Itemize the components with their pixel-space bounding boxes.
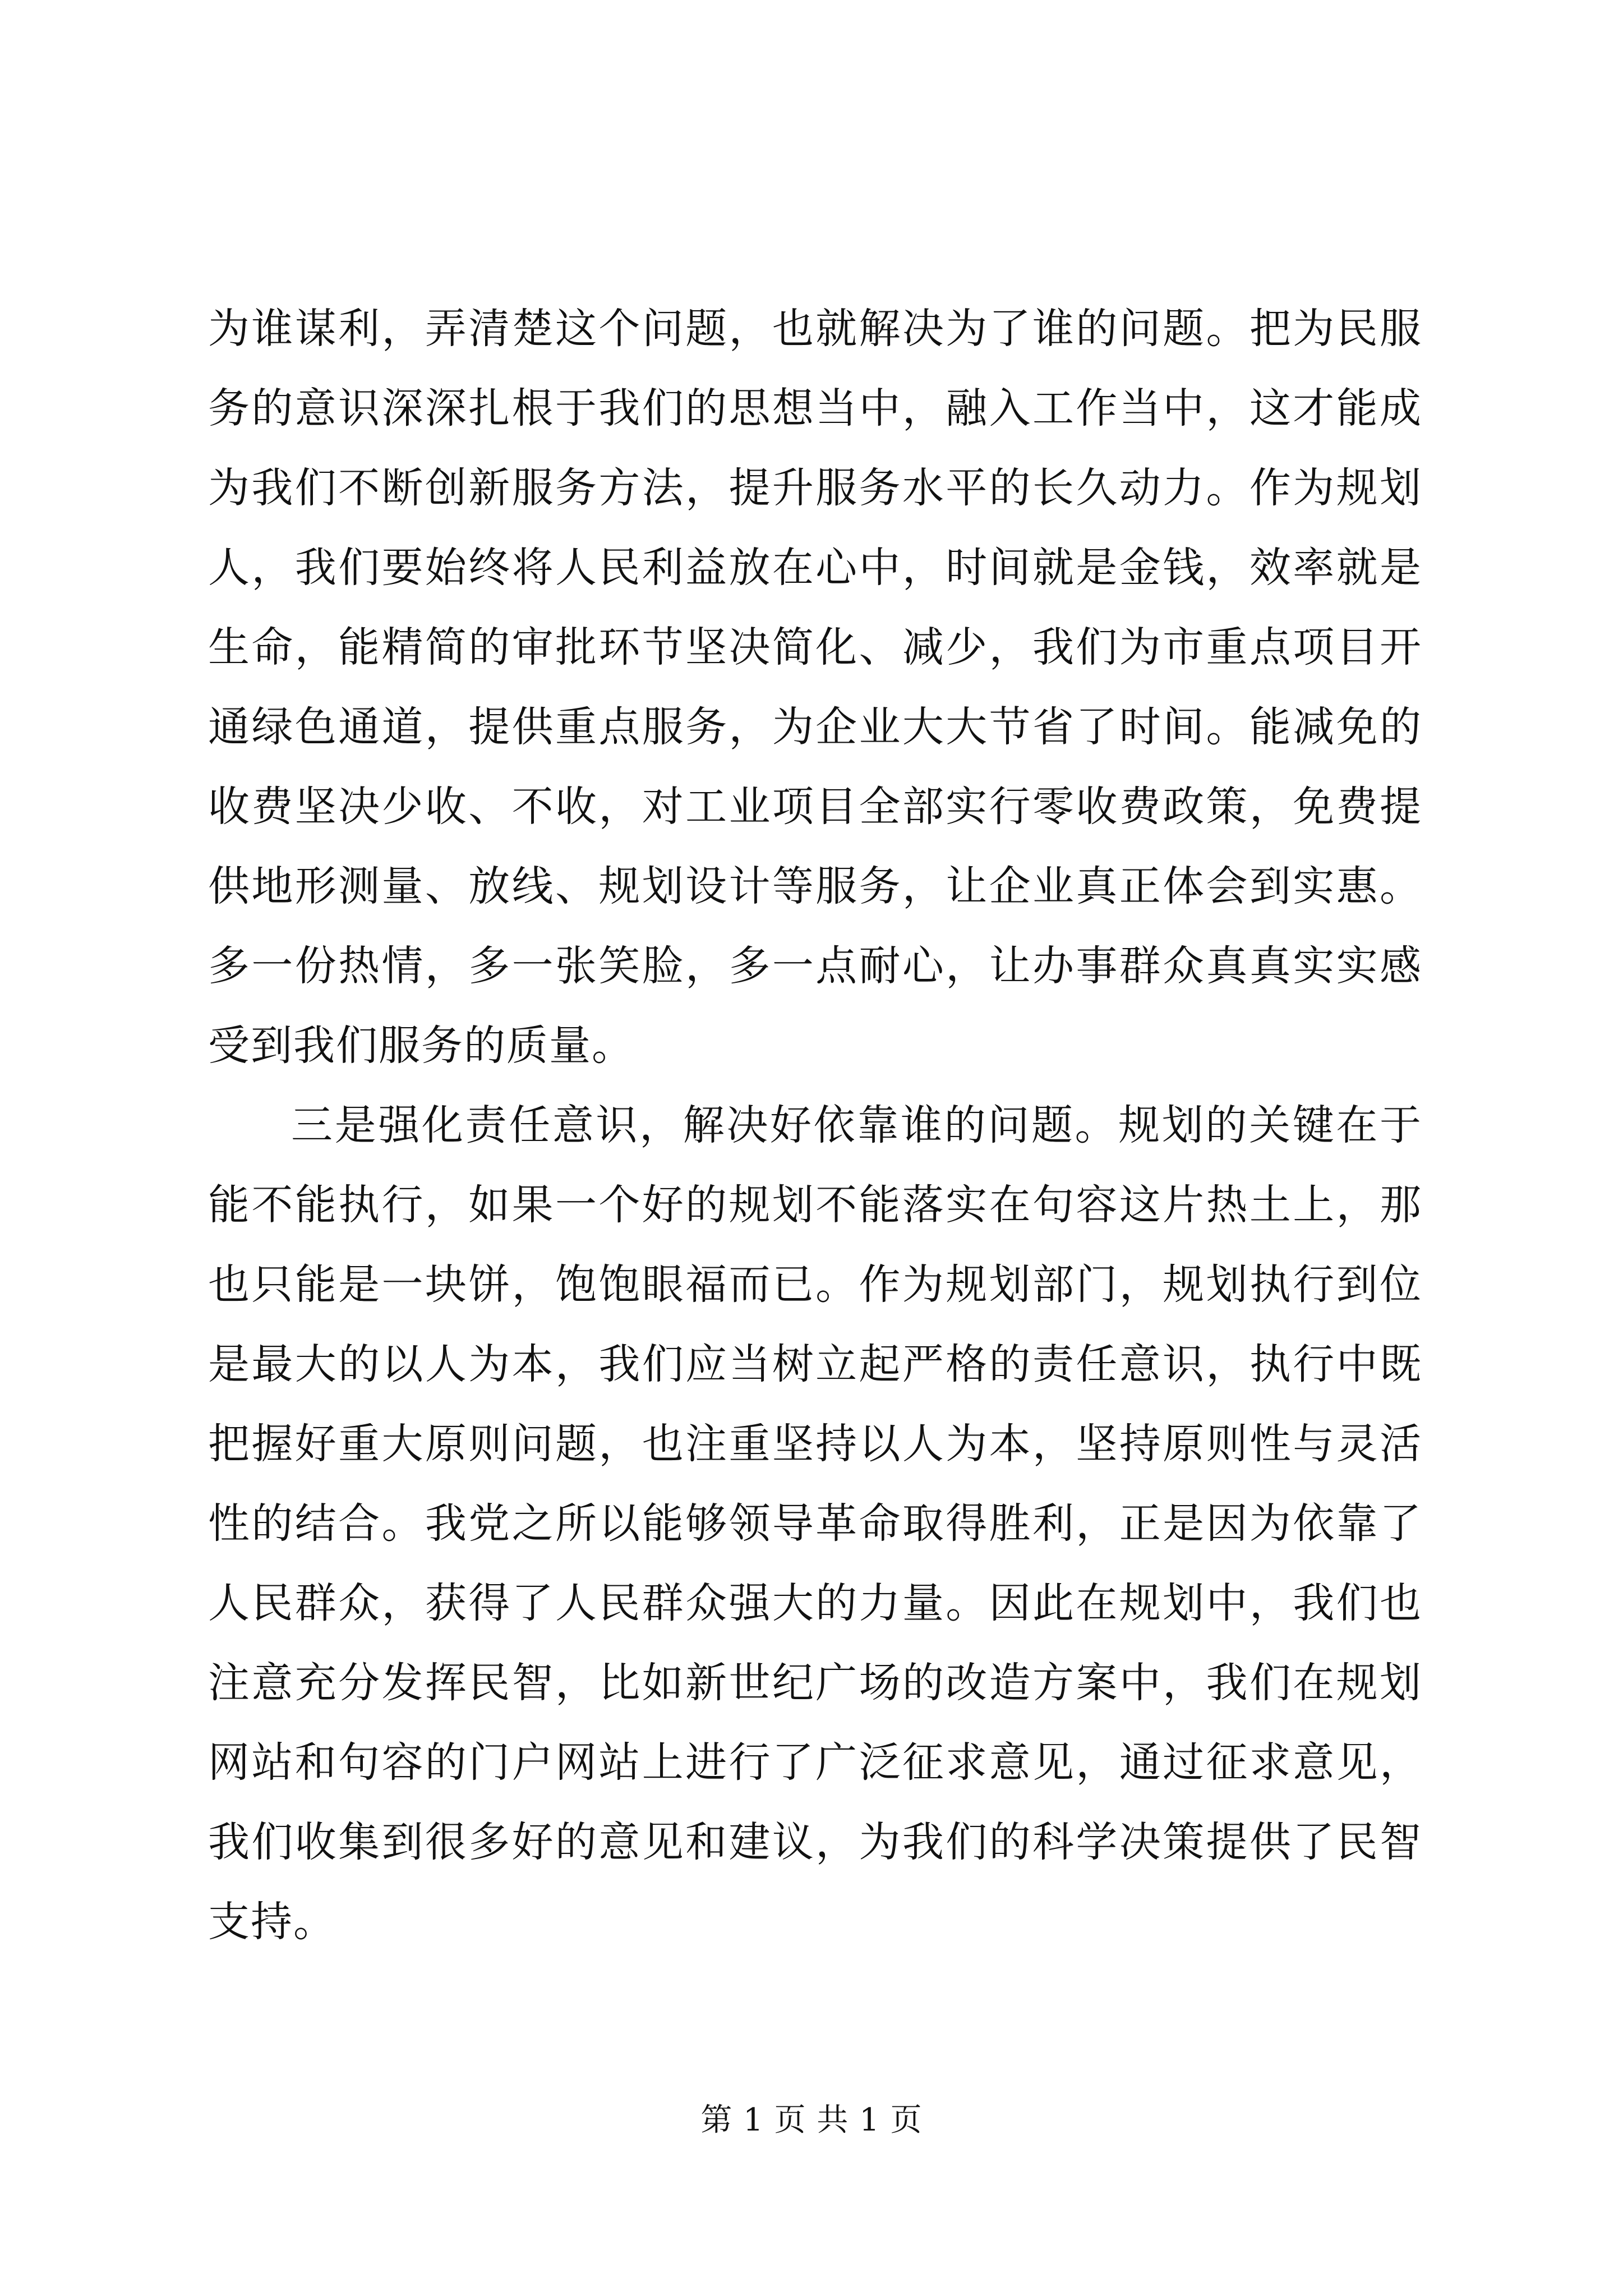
page-footer: 第 1 页 共 1 页 (700, 2102, 923, 2138)
text-line: 能不能执行，如果一个好的规划不能落实在句容这片热土上，那 (208, 1181, 1422, 1229)
text-line: 性的结合。我党之所以能够领导革命取得胜利，正是因为依靠了 (208, 1499, 1422, 1548)
text-line: 多一份热情，多一张笑脸，多一点耐心，让办事群众真真实实感 (208, 942, 1422, 990)
text-line: 供地形测量、放线、规划设计等服务，让企业真正体会到实惠。 (208, 862, 1422, 910)
text-line: 为谁谋利，弄清楚这个问题，也就解决为了谁的问题。把为民服 (208, 305, 1422, 353)
text-line-paragraph-start: 三是强化责任意识，解决好依靠谁的问题。规划的关键在于 (291, 1101, 1422, 1149)
text-line: 把握好重大原则问题，也注重坚持以人为本，坚持原则性与灵活 (208, 1420, 1422, 1468)
text-line-paragraph-end: 支持。 (208, 1898, 336, 1946)
text-line: 注意充分发挥民智，比如新世纪广场的改造方案中，我们在规划 (208, 1659, 1422, 1707)
text-line: 网站和句容的门户网站上进行了广泛征求意见，通过征求意见， (208, 1738, 1422, 1787)
text-line: 也只能是一块饼，饱饱眼福而已。作为规划部门，规划执行到位 (208, 1260, 1422, 1309)
text-line: 通绿色通道，提供重点服务，为企业大大节省了时间。能减免的 (208, 703, 1422, 751)
text-line: 为我们不断创新服务方法，提升服务水平的长久动力。作为规划 (208, 464, 1422, 512)
text-line: 我们收集到很多好的意见和建议，为我们的科学决策提供了民智 (208, 1818, 1422, 1866)
text-line: 生命，能精简的审批环节坚决简化、减少，我们为市重点项目开 (208, 623, 1422, 671)
text-line: 务的意识深深扎根于我们的思想当中，融入工作当中，这才能成 (208, 384, 1422, 432)
text-line: 收费坚决少收、不收，对工业项目全部实行零收费政策，免费提 (208, 783, 1422, 831)
text-line: 是最大的以人为本，我们应当树立起严格的责任意识，执行中既 (208, 1340, 1422, 1388)
text-line: 人，我们要始终将人民利益放在心中，时间就是金钱，效率就是 (208, 544, 1422, 592)
document-body (208, 289, 1422, 1962)
text-line-paragraph-end: 受到我们服务的质量。 (208, 1022, 634, 1070)
text-line: 人民群众，获得了人民群众强大的力量。因此在规划中，我们也 (208, 1579, 1422, 1627)
